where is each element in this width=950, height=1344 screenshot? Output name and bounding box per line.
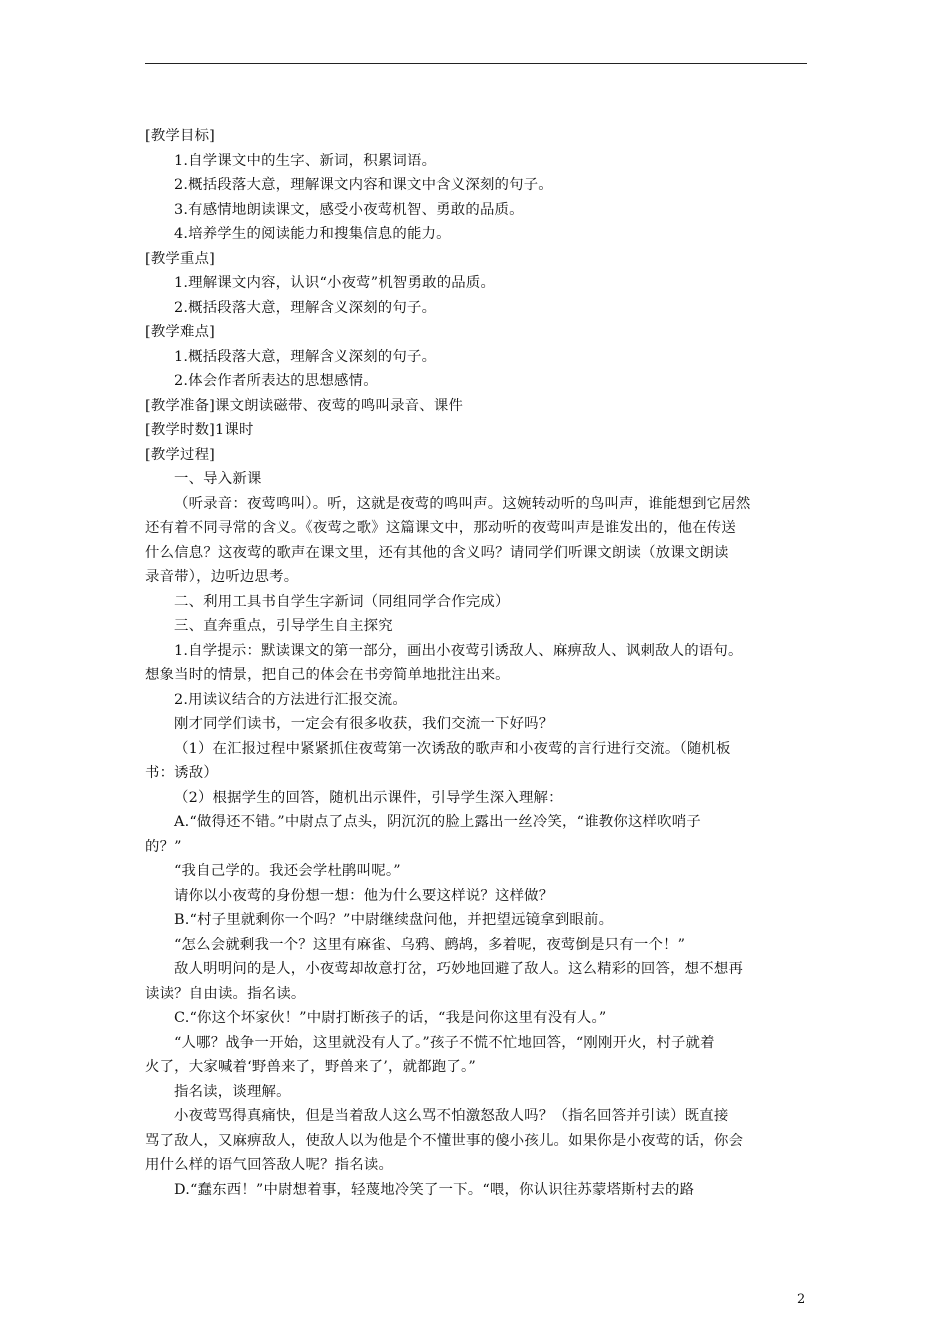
text-line: （听录音：夜莺鸣叫）。听，这就是夜莺的鸣叫声。这婉转动听的鸟叫声，谁能想到它居然 bbox=[174, 495, 751, 512]
text-line: 火了，大家喊着‘野兽来了，野兽来了’，就都跑了。” bbox=[145, 1059, 476, 1075]
text-line: 书：诱敌） bbox=[145, 765, 218, 781]
text-line: 1.自学课文中的生字、新词，积累词语。 bbox=[174, 152, 437, 169]
text-line: [教学难点] bbox=[145, 324, 215, 340]
text-line: 想象当时的情景，把自己的体会在书旁简单地批注出来。 bbox=[145, 667, 510, 683]
text-line: 敌人明明问的是人，小夜莺却故意打岔，巧妙地回避了敌人。这么精彩的回答，想不想再 bbox=[174, 961, 744, 977]
text-line: 还有着不同寻常的含义。《夜莺之歌》这篇课文中，那动听的夜莺叫声是谁发出的，他在传送 bbox=[145, 520, 737, 536]
text-line: 1.概括段落大意，理解含义深刻的句子。 bbox=[174, 348, 437, 365]
text-line: 3.有感情地朗读课文，感受小夜莺机智、勇敢的品质。 bbox=[174, 201, 524, 218]
text-line: 2.体会作者所表达的思想感情。 bbox=[174, 373, 378, 389]
text-line: [教学重点] bbox=[145, 250, 215, 267]
text-line: C.“你这个坏家伙！”中尉打断孩子的话，“我是问你这里有没有人。” bbox=[174, 1010, 607, 1026]
text-line: 录音带），边听边思考。 bbox=[145, 569, 299, 585]
text-line: 小夜莺骂得真痛快，但是当着敌人这么骂不怕激怒敌人吗？（指名回答并引读）既直接 bbox=[174, 1108, 729, 1124]
page-number: 2 bbox=[797, 1292, 806, 1307]
text-line: “怎么会就剩我一个？这里有麻雀、乌鸦、鹧鸪，多着呢，夜莺倒是只有一个！” bbox=[174, 936, 686, 953]
text-line: 一、导入新课 bbox=[174, 471, 262, 487]
text-line: 4.培养学生的阅读能力和搜集信息的能力。 bbox=[174, 226, 451, 242]
text-line: （1）在汇报过程中紧紧抓住夜莺第一次诱敌的歌声和小夜莺的言行进行交流。（随机板 bbox=[174, 740, 731, 757]
text-line: [教学目标] bbox=[145, 128, 215, 144]
text-line: 二、利用工具书自学生字新词（同组同学合作完成） bbox=[174, 593, 510, 610]
text-line: 请你以小夜莺的身份想一想：他为什么要这样说？这样做？ bbox=[174, 887, 554, 904]
text-line: [教学时数]1课时 bbox=[145, 422, 254, 438]
text-line: 2.概括段落大意，理解含义深刻的句子。 bbox=[174, 299, 437, 316]
text-line: 指名读，谈理解。 bbox=[174, 1083, 291, 1100]
text-line: A.“做得还不错。”中尉点了点头，阴沉沉的脸上露出一丝冷笑，“谁教你这样吹哨子 bbox=[174, 814, 701, 830]
header-rule bbox=[145, 63, 807, 64]
text-line: 2.概括段落大意，理解课文内容和课文中含义深刻的句子。 bbox=[174, 177, 553, 193]
text-line: “我自己学的。我还会学杜鹃叫呢。” bbox=[174, 863, 401, 879]
text-line: 读读？自由读。指名读。 bbox=[145, 985, 306, 1002]
text-line: 1.自学提示：默读课文的第一部分，画出小夜莺引诱敌人、麻痹敌人、讽刺敌人的语句。 bbox=[174, 642, 743, 659]
text-line: 什么信息？这夜莺的歌声在课文里，还有其他的含义吗？请同学们听课文朗读（放课文朗读 bbox=[145, 544, 729, 561]
text-line: 2.用读议结合的方法进行汇报交流。 bbox=[174, 691, 407, 708]
text-line: 三、直奔重点，引导学生自主探究 bbox=[174, 618, 393, 634]
text-line: 1.理解课文内容，认识“小夜莺”机智勇敢的品质。 bbox=[174, 275, 496, 291]
text-line: “人哪？战争一开始，这里就没有人了。”孩子不慌不忙地回答，“刚刚开火，村子就着 bbox=[174, 1034, 715, 1051]
text-line: 刚才同学们读书，一定会有很多收获，我们交流一下好吗？ bbox=[174, 716, 554, 732]
text-line: 用什么样的语气回答敌人呢？指名读。 bbox=[145, 1157, 394, 1173]
document-body bbox=[145, 124, 810, 1202]
text-line: 的？” bbox=[145, 838, 182, 855]
text-line: （2）根据学生的回答，随机出示课件，引导学生深入理解： bbox=[174, 789, 563, 806]
text-line: B.“村子里就剩你一个吗？”中尉继续盘问他，并把望远镜拿到眼前。 bbox=[174, 912, 614, 928]
text-line: [教学准备]课文朗读磁带、夜莺的鸣叫录音、课件 bbox=[145, 397, 464, 414]
text-line: D.“蠢东西！”中尉想着事，轻蔑地冷笑了一下。“喂，你认识往苏蒙塔斯村去的路 bbox=[174, 1181, 695, 1198]
text-line: 骂了敌人，又麻痹敌人，使敌人以为他是个不懂世事的傻小孩儿。如果你是小夜莺的话，你会 bbox=[145, 1132, 744, 1149]
text-line: [教学过程] bbox=[145, 446, 215, 463]
